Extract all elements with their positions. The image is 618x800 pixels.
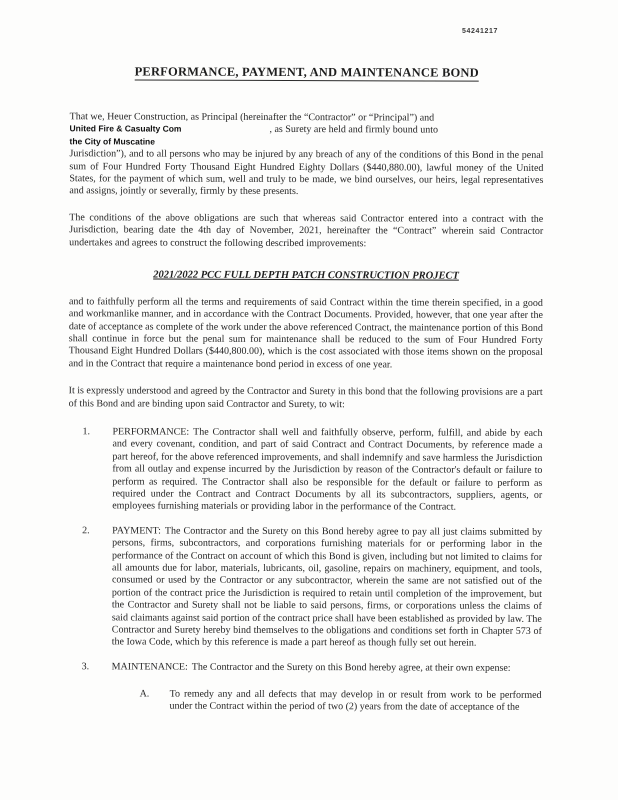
document-title [70,64,544,81]
obligee-name: the City of Muscatine [69,136,156,147]
intro-section [69,111,543,199]
surety-clause: , as Surety are held and firmly bound unto [269,124,439,136]
provisions-intro-paragraph: It is expressly understood and agreed by the Contractor and Surety in this bond that the following provisions are a part of this Bond and are binding upon said Contractor and Surety, to wit: [68,385,543,410]
provision-body-text: The Contractor shall well and faithfully observe, perform, fulfill, and abide by each and every covenant, condition, and part of said Contract and Contract Documents, by reference made a part hereof, for the above referenced improvements, and shall indemnify and save harmless the Jurisdiction from all outlay and expense incurred by the Jurisdiction by reason of the Contractor's default or failure to perform as required. The Contractor shall also be responsible for the default or failure to perform as required under the Contract and Contract Documents by all its subcontractors, suppliers, agents, or employees furnishing materials or providing labor in the performance of the Contract. [112,426,543,513]
provision-body-text: The Contractor and the Surety on this Bond hereby agree to pay all just claims submitted by persons, firms, subcontractors, and corporations furnishing materials for or performing labor in the performance of the Contract on account of which this Bond is given, including but not limited to claims for all amounts due for labor, materials, lubricants, oil, gasoline, repairs on machinery, equipment, and tools, consumed or used by the Contractor or any subcontractor, wherein the same are not satisfied out of the portion of the contract price the Jurisdiction is required to retain until completion of the improvement, but the Contractor and Surety shall not be liable to said persons, firms, or corporations unless the claims of said claimants against said portion of the contract price shall have been established as provided by law. The Contractor and Surety hereby bind themselves to the obligations and conditions set forth in Chapter 573 of the Iowa Code, which by this reference is made a part hereof as though fully set out herein. [111,525,543,649]
provision-text [112,426,542,514]
intro-opening-line: That we, Heuer Construction, as Principal (hereinafter the “Contractor” or “Principal”) and [69,111,435,124]
provision-label: PERFORMANCE: [112,426,190,438]
sub-item-text: To remedy any and all defects that may develop in or result from work to be performed under the Contract within the period of two (2) years from the date of acceptance of the [169,688,542,714]
conditions-paragraph: The conditions of the above obligations are such that whereas said Contractor entered into a contract with the Jurisdiction, bearing date the 4th day of November, 2021, hereinafter the “Contract” wherein said Contractor undertakes and agrees to construct the following described improvements: [69,211,544,249]
document-title-text: PERFORMANCE, PAYMENT, AND MAINTENANCE BOND [134,64,479,80]
sub-item-letter: A. [139,688,150,700]
provision-body-text: The Contractor and the Surety on this Bond hereby agree, at their own expense: [191,661,511,674]
project-title: 2021/2022 PCC FULL DEPTH PATCH CONSTRUCTION PROJECT [153,269,459,282]
document-stamp-number: 54241217 [462,28,498,35]
provision-number: 2. [82,525,90,537]
provisions-list [68,426,543,714]
maintenance-sub-item-a [140,689,542,715]
provision-text [112,525,542,650]
provision-payment [82,525,542,651]
provision-text [112,661,542,675]
provision-number: 3. [81,660,90,672]
provision-label: PAYMENT: [112,525,161,537]
surety-name: United Fire & Casualty Com [69,123,182,135]
provision-performance [82,426,542,514]
provision-number: 1. [82,426,91,438]
maintenance-paragraph: and to faithfully perform all the terms and requirements of said Contract within the time therein specified, in a good and workmanlike manner, and in accordance with the Contract Documents. Provided, however, that one year after the date of acceptance as complete of the work under the above referenced Contract, the maintenance portion of this Bond shall continue in force but the penal sum for maintenance shall be reduced to the sum of Four Hundred Forty Thousand Eight Hundred Dollars ($440,800.00), which is the cost associated with those items shown on the proposal and in the Contract that require a maintenance bond period in excess of one year. [68,296,543,371]
provision-label: MAINTENANCE: [111,661,188,673]
penal-sum-paragraph: Jurisdiction”), and to all persons who may be injured by any breach of any of the conditions of this Bond in the penal sum of Four Hundred Forty Thousand Eight Hundred Eighty Dollars ($440,880.00), lawful money of the United States, for the payment of which sum, well and truly to be made, we bind ourselves, our heirs, legal representatives and assigns, jointly or severally, firmly by these presents. [69,148,544,198]
provision-maintenance [82,661,542,675]
